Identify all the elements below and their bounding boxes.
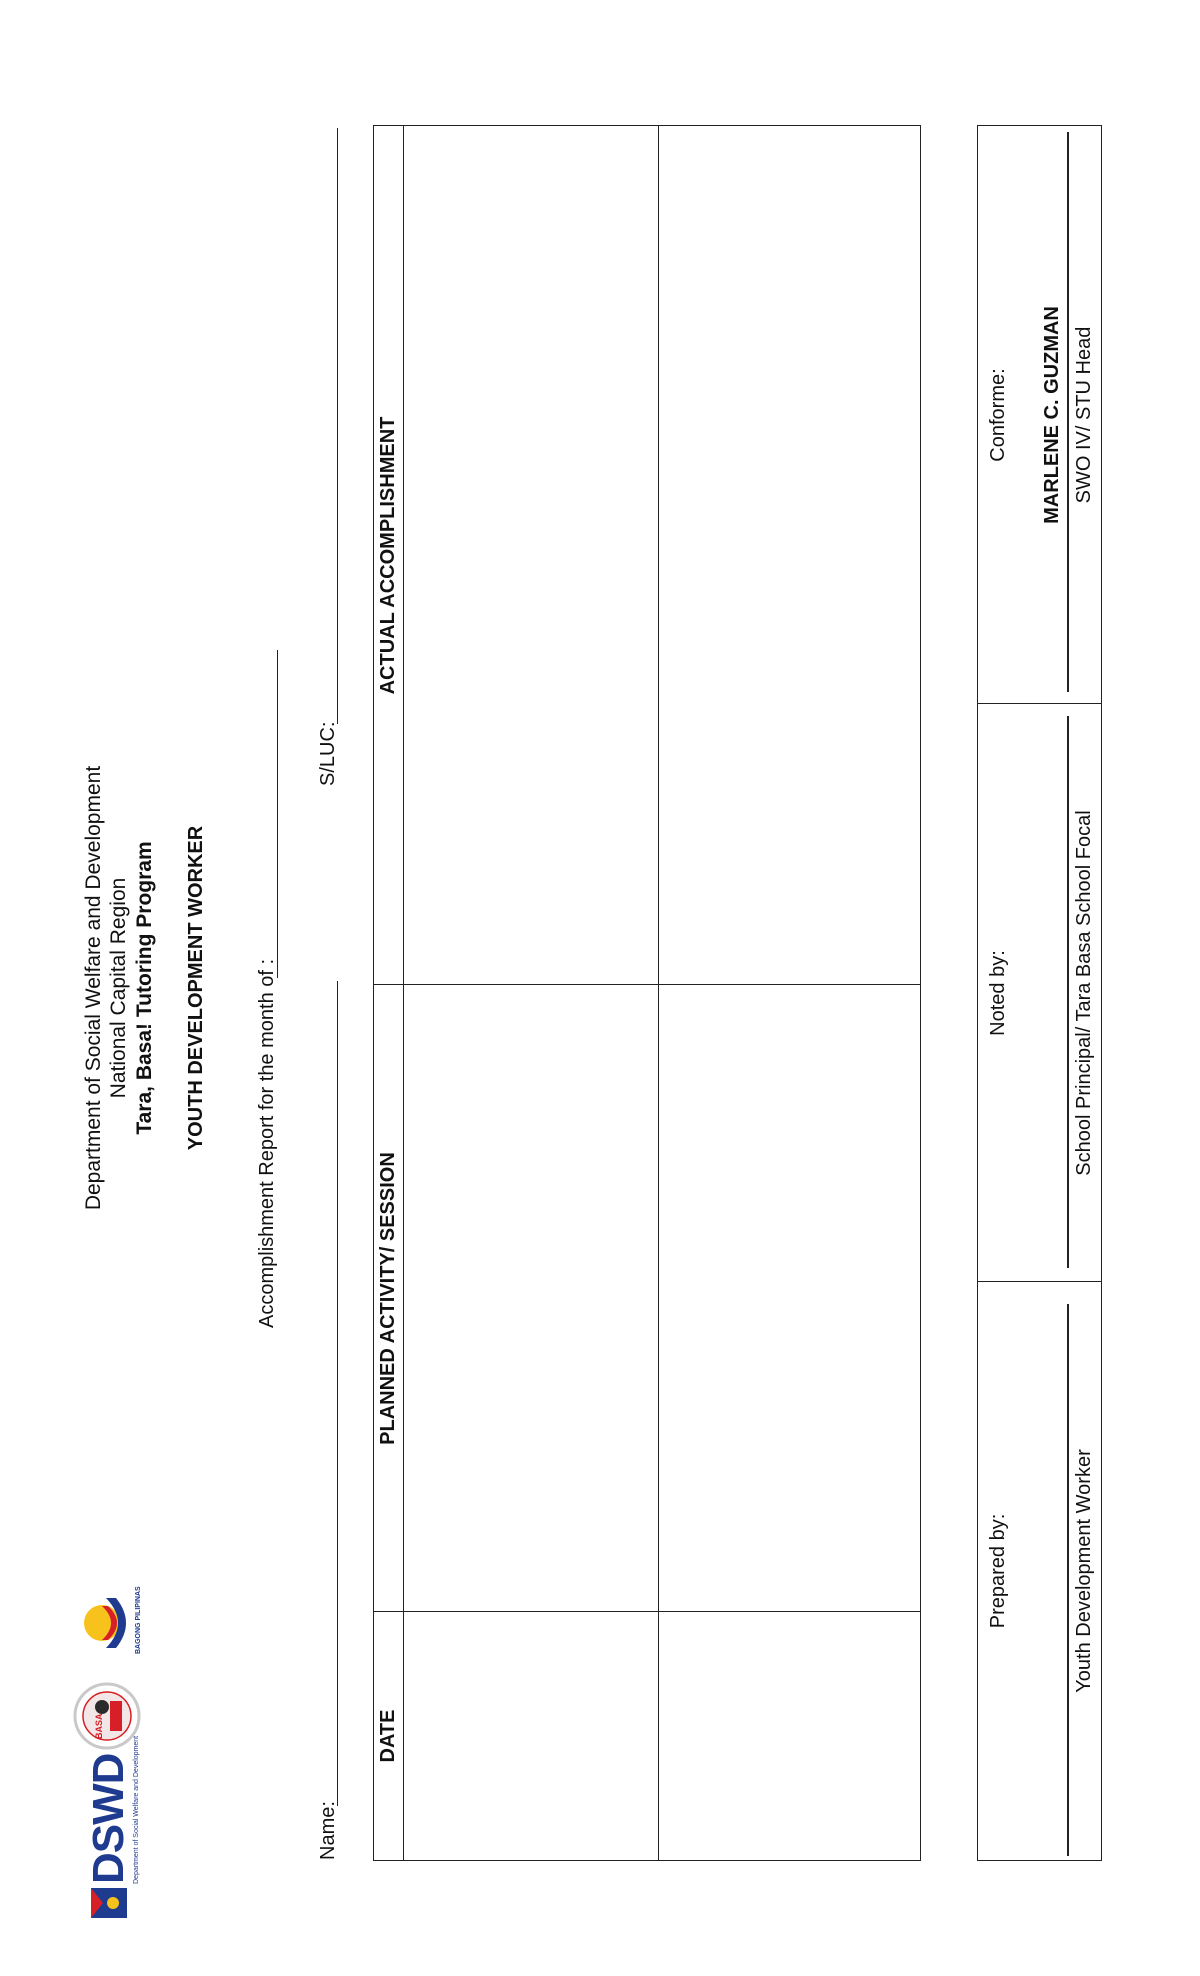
table-col-divider-1 [374, 1611, 920, 1612]
name-field[interactable] [337, 981, 338, 1806]
table-row-divider [658, 126, 659, 1860]
conforme-label: Conforme: [987, 368, 1009, 462]
table-col-divider-2 [374, 984, 920, 985]
activity-table [373, 125, 921, 1861]
col-header-planned: PLANNED ACTIVITY/ SESSION [377, 1152, 399, 1445]
tara-basa-logo [72, 1681, 142, 1751]
table-header-divider [403, 126, 404, 1860]
signature-table [977, 125, 1102, 1861]
tara-basa-logo-text: BASA [94, 1713, 104, 1739]
bagong-pilipinas-logo [72, 1588, 144, 1658]
dswd-logo-text: DSWD [84, 1753, 133, 1884]
table-cell-date-1[interactable] [405, 1614, 656, 1858]
noted-by-label: Noted by: [987, 950, 1009, 1036]
report-month-field[interactable] [277, 650, 278, 978]
table-cell-date-2[interactable] [660, 1614, 918, 1858]
tara-basa-emblem-icon [72, 1681, 142, 1751]
prepared-by-label: Prepared by: [987, 1513, 1009, 1629]
table-cell-planned-2[interactable] [660, 987, 918, 1610]
report-month-label: Accomplishment Report for the month of : [256, 958, 278, 1328]
col-header-actual: ACTUAL ACCOMPLISHMENT [377, 416, 399, 695]
conforme-role: SWO IV/ STU Head [1073, 326, 1095, 504]
noted-by-role: School Principal/ Tara Basa School Focal [1073, 810, 1095, 1176]
dswd-logo-subtext: Department of Social Welfare and Development [133, 1735, 140, 1884]
prepared-by-role: Youth Development Worker [1073, 1449, 1095, 1693]
header-program: Tara, Basa! Tutoring Program [133, 841, 156, 1135]
prepared-by-signature-line[interactable] [1067, 1304, 1069, 1856]
bagong-pilipinas-logo-text: BAGONG PILIPINAS [135, 1586, 142, 1654]
name-label: Name: [317, 1801, 339, 1860]
header-title: YOUTH DEVELOPMENT WORKER [185, 825, 207, 1151]
dswd-logo [84, 1735, 147, 1918]
conforme-signature-line[interactable] [1067, 132, 1069, 692]
table-cell-actual-2[interactable] [660, 128, 918, 983]
col-header-date: DATE [377, 1709, 399, 1763]
header-region: National Capital Region [107, 877, 130, 1099]
bagong-pilipinas-emblem-icon [72, 1588, 134, 1658]
table-cell-planned-1[interactable] [405, 987, 656, 1610]
noted-by-signature-line[interactable] [1067, 716, 1069, 1268]
sluc-field[interactable] [337, 128, 338, 724]
conforme-name: MARLENE C. GUZMAN [1041, 306, 1063, 524]
table-cell-actual-1[interactable] [405, 128, 656, 983]
sluc-label: S/LUC: [317, 721, 339, 786]
header-department: Department of Social Welfare and Development [82, 765, 105, 1211]
